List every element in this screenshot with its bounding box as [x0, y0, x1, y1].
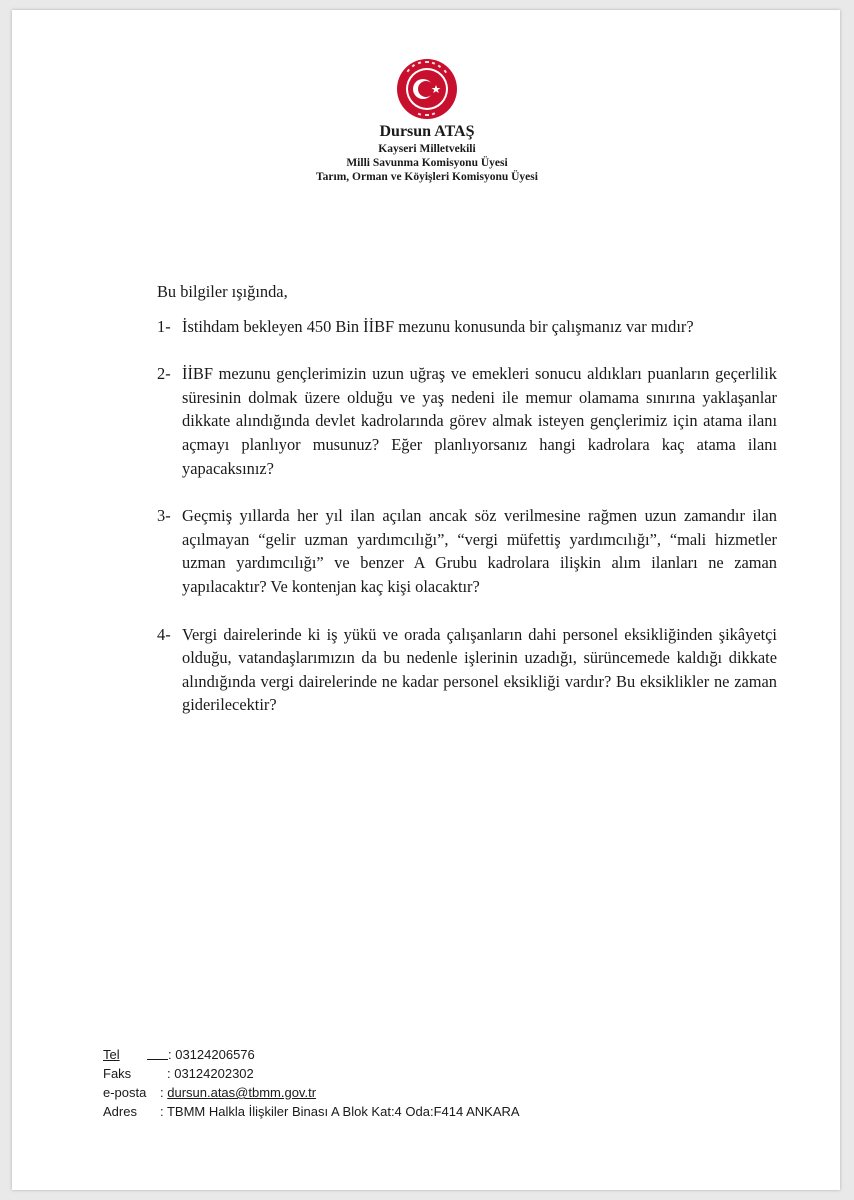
deputy-province: Kayseri Milletvekili [378, 143, 476, 155]
question-text: Vergi dairelerinde ki iş yükü ve orada çalışanların dahi personel eksikliğinden şikâyetçi olduğu, vatandaşlarımızın da bu nedenle işlerinin uzadığı, sürüncemede kaldığı dikkate alındığında vergi dairelerinde ne kadar personel eksikliği vardır? Bu eksiklikler ne zaman giderilecektir? [182, 624, 777, 715]
tbmm-seal-logo [396, 58, 458, 120]
fax-label: Faks [103, 1066, 132, 1081]
address-label: Adres [103, 1104, 137, 1119]
question-text: İstihdam bekleyen 450 Bin İİBF mezunu konusunda bir çalışmanız var mıdır? [182, 316, 694, 336]
question-item [157, 504, 777, 598]
question-item [157, 315, 777, 339]
question-text: Geçmiş yıllarda her yıl ilan açılan ancak söz verilmesine rağmen uzun zamandır ilan açılmayan “gelir uzman yardımcılığı”, “vergi müfettiş yardımcılığı”, “mali hizmetler uzman yardımcılığı” ve benzer A Grubu kadrolara ilişkin alım ilanları ne zaman yapılacaktır? Ve kontenjan kaç kişi olacaktır? [182, 506, 777, 596]
letter-body [157, 280, 777, 741]
committee-2: Tarım, Orman ve Köyişleri Komisyonu Üyesi [316, 171, 538, 183]
question-text: İİBF mezunu gençlerimizin uzun uğraş ve emekleri sonucu aldıkları puanların geçerlilik süresinin dolmak üzere olduğu ve yaş nedeni ile memur olamama sınırına yaklaşanlar dikkate alındığında devlet kadrolarında görev almak isteyen gençlerimiz için atama ilanı açmayı planlıyor musunuz? Eğer planlıyorsanız hangi kadrolara kaç atama ilanı yapacaksınız? [182, 364, 777, 478]
deputy-name: Dursun ATAŞ [379, 123, 475, 140]
committee-1: Milli Savunma Komisyonu Üyesi [346, 157, 508, 169]
letter-header [0, 122, 854, 184]
question-item [157, 362, 777, 480]
email-label: e-posta [103, 1085, 147, 1100]
tel-underline [147, 1045, 168, 1060]
contact-footer [103, 1045, 520, 1121]
email-row [103, 1083, 520, 1102]
intro-text: Bu bilgiler ışığında, [157, 282, 288, 301]
fax-value: : 03124202302 [167, 1066, 254, 1081]
address-value: : TBMM Halkla İlişkiler Binası A Blok Kat:4 Oda:F414 ANKARA [160, 1104, 520, 1119]
fax-row [103, 1064, 520, 1083]
address-row [103, 1102, 520, 1121]
tel-value: : 03124206576 [168, 1047, 255, 1062]
tel-row [103, 1045, 520, 1064]
tel-label: Tel [103, 1047, 120, 1062]
question-number: 4- [157, 624, 171, 644]
question-item [157, 623, 777, 717]
question-number: 2- [157, 364, 171, 384]
question-number: 1- [157, 316, 171, 336]
question-number: 3- [157, 506, 171, 526]
email-separator: : [160, 1085, 168, 1100]
email-link[interactable]: dursun.atas@tbmm.gov.tr [167, 1085, 317, 1100]
